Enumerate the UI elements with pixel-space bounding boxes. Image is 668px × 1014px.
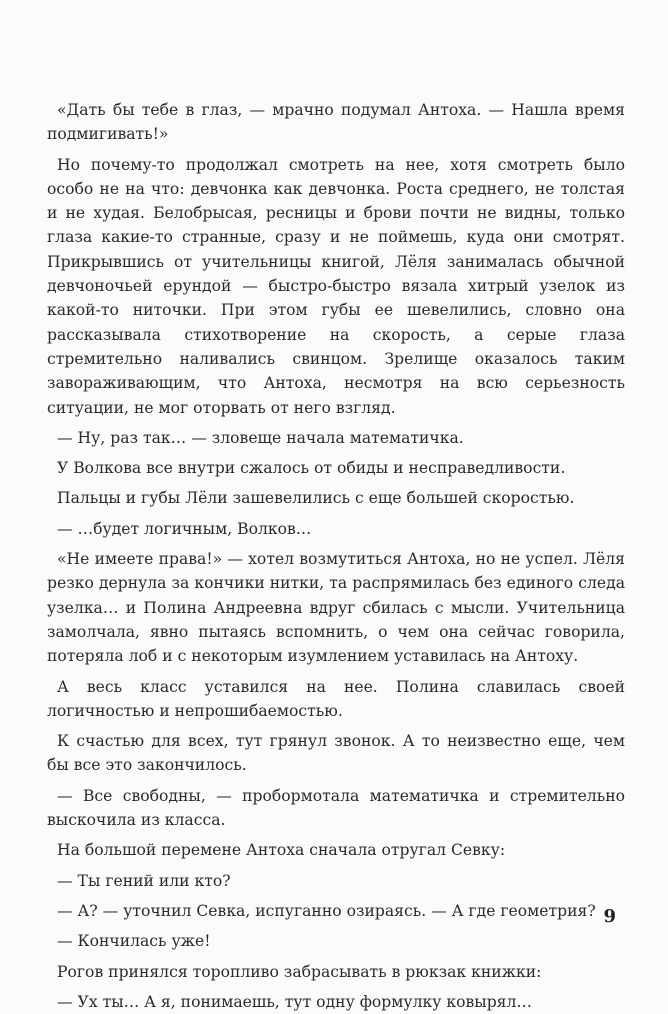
paragraph: — А? — уточнил Севка, испуганно озираясь. — А где геометрия? — [57, 901, 596, 920]
paragraph: — Все свободны, — пробормотала математичка и стремительно выскочила из класса. — [47, 786, 625, 830]
paragraph: Но почему-то продолжал смотреть на нее, хотя смотреть было особо не на что: девчонка как девчонка. Роста среднего, не толстая и не худая. Белобрысая, ресницы и брови почти не видны, только глаза какие-то странные, сразу и не поймешь, куда они смотрят. Прикрывшись от учительницы книгой, Лёля занималась обычной девчоночьей ерундой — быстро-быстро вязала хитрый узелок из какой-то ниточки. При этом губы ее шевелились, словно она рассказывала стихотворение на скорость, а серые глаза стремительно наливались свинцом. Зрелище оказалось таким завораживающим, что Антоха, несмотря на всю серьезность ситуации, не мог оторвать от него взгляд. — [47, 155, 625, 417]
paragraph: На большой перемене Антоха сначала отругал Севку: — [57, 841, 506, 860]
body-text — [47, 98, 625, 1014]
paragraph: — Ты гений или кто? — [57, 871, 231, 890]
paragraph: — Ух ты… А я, понимаешь, тут одну формулку ковырял… — [57, 992, 533, 1011]
paragraph: — Кончилась уже! — [57, 932, 211, 951]
page-number: 9 — [603, 906, 616, 927]
paragraph: — …будет логичным, Волков… — [57, 519, 312, 538]
paragraph: Пальцы и губы Лёли зашевелились с еще большей скоростью. — [57, 489, 575, 508]
paragraph: «Дать бы тебе в глаз, — мрачно подумал Антоха. — Нашла время подмигивать!» — [47, 101, 625, 144]
paragraph: А весь класс уставился на нее. Полина славилась своей логичностью и непрошибаемостью. — [47, 677, 625, 720]
paragraph: — Ну, раз так… — зловеще начала математичка. — [57, 428, 464, 447]
paragraph: Рогов принялся торопливо забрасывать в рюкзак книжки: — [57, 962, 542, 981]
paragraph: У Волкова все внутри сжалось от обиды и несправедливости. — [57, 459, 566, 478]
paragraph: «Не имеете права!» — хотел возмутиться Антоха, но не успел. Лёля резко дернула за кончики нитки, та распрямилась без единого следа узелка… и Полина Андреевна вдруг сбилась с мысли. Учительница замолчала, явно пытаясь вспомнить, о чем она сейчас говорила, потеряла лоб и с некоторым изумлением уставилась на Антоху. — [47, 550, 625, 666]
paragraph: К счастью для всех, тут грянул звонок. А то неизвестно еще, чем бы все это закончилось. — [47, 732, 625, 775]
